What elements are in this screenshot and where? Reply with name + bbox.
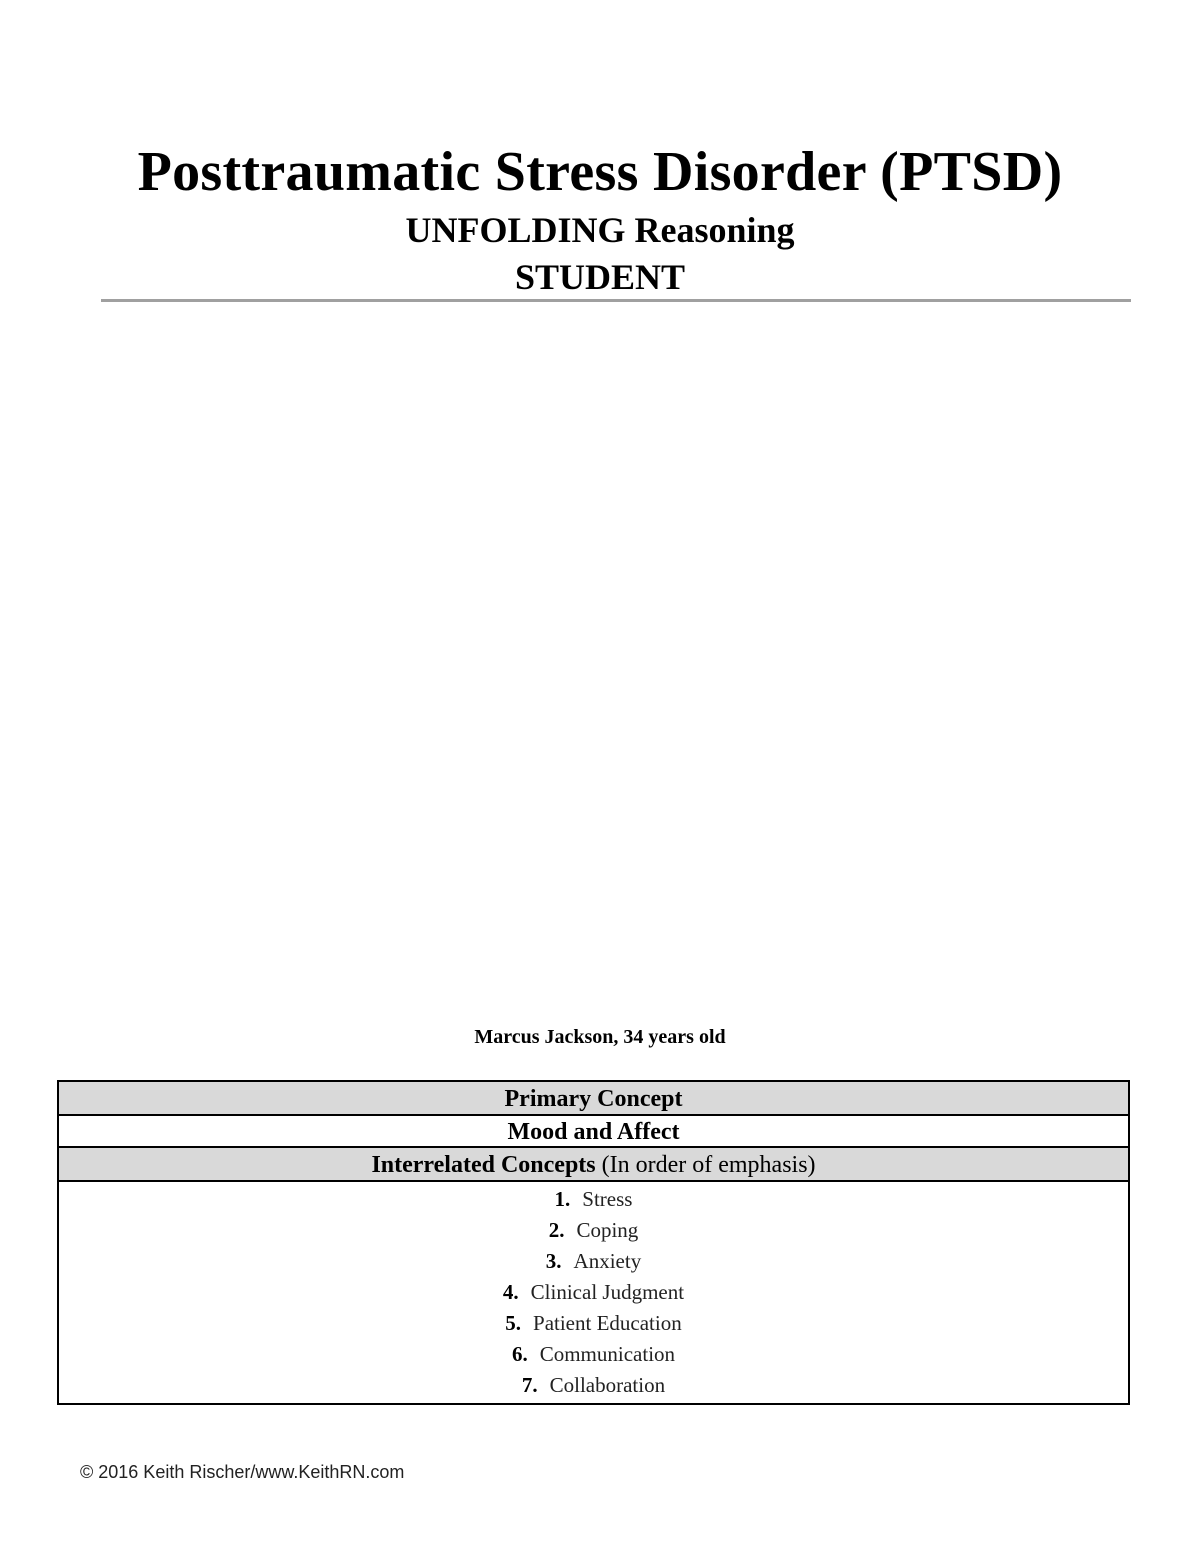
interrelated-heading-note: (In order of emphasis) — [601, 1152, 816, 1178]
primary-concept-value: Mood and Affect — [59, 1116, 1128, 1148]
list-item-label: Stress — [582, 1187, 633, 1211]
concept-table — [57, 1080, 1130, 1405]
list-item — [59, 1339, 1128, 1370]
list-item-label: Patient Education — [533, 1311, 682, 1335]
interrelated-heading-label: Interrelated Concepts — [371, 1152, 596, 1178]
list-item — [59, 1184, 1128, 1215]
list-item — [59, 1370, 1128, 1401]
list-item-number: 1. — [554, 1187, 571, 1211]
list-item-label: Collaboration — [549, 1373, 666, 1397]
patient-name: Marcus Jackson, 34 years old — [474, 1026, 726, 1048]
list-item-number: 5. — [505, 1311, 522, 1335]
interrelated-concepts-list — [59, 1182, 1128, 1403]
list-item-label: Anxiety — [573, 1249, 642, 1273]
list-item-label: Clinical Judgment — [530, 1280, 685, 1304]
copyright-footer: © 2016 Keith Rischer/www.KeithRN.com — [80, 1462, 405, 1482]
header-divider — [101, 299, 1131, 302]
audience-label: STUDENT — [514, 257, 686, 297]
list-item-number: 6. — [511, 1342, 528, 1366]
document-title: Posttraumatic Stress Disorder (PTSD) — [137, 141, 1063, 203]
list-item-number: 7. — [521, 1373, 538, 1397]
list-item-number: 2. — [548, 1218, 565, 1242]
list-item-number: 4. — [502, 1280, 519, 1304]
list-item-label: Coping — [576, 1218, 639, 1242]
list-item-label: Communication — [539, 1342, 676, 1366]
list-item-number: 3. — [545, 1249, 562, 1273]
list-item — [59, 1277, 1128, 1308]
document-subtitle: UNFOLDING Reasoning — [405, 210, 795, 250]
list-item — [59, 1308, 1128, 1339]
interrelated-concepts-heading — [59, 1148, 1128, 1182]
primary-concept-heading: Primary Concept — [59, 1082, 1128, 1116]
list-item — [59, 1246, 1128, 1277]
list-item — [59, 1215, 1128, 1246]
